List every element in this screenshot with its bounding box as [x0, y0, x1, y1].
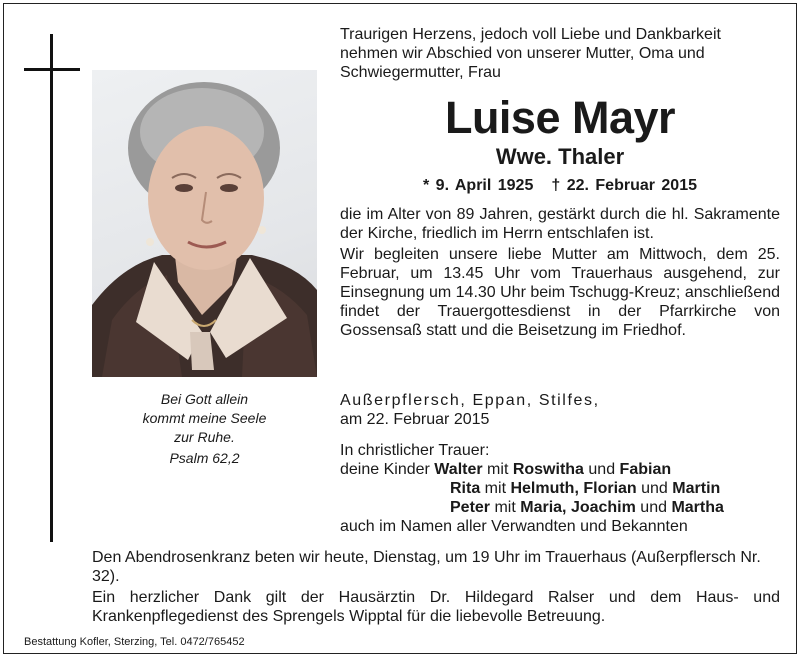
mourner-name: Helmuth, Florian — [510, 480, 637, 497]
towns: Außerpflersch, Eppan, Stilfes, — [340, 392, 600, 409]
cross-icon — [50, 34, 53, 542]
mourner-connector: und — [583, 461, 620, 478]
cross-icon-bar — [24, 68, 80, 71]
mourners-list — [340, 441, 780, 536]
life-dates — [340, 175, 780, 197]
announcement-body — [340, 205, 780, 340]
mourner-connector: und — [635, 499, 672, 516]
mourners-closing: auch im Namen aller Verwandten und Bekannten — [340, 518, 688, 535]
mourner-connector: mit — [490, 499, 521, 516]
mourner-row — [340, 479, 780, 498]
thanks-note: Ein herzlicher Dank gilt der Hausärztin Dr. Hildegard Ralser und dem Haus- und Krankenpflegedienst des Sprengels Wipptal für die liebevolle Betreuung. — [92, 589, 780, 625]
mourner-name: Rita — [450, 480, 481, 497]
widow-note: Wwe. Thaler — [495, 144, 625, 169]
funeral-details: Wir begleiten unsere liebe Mutter am Mittwoch, dem 25. Februar, um 13.45 Uhr vom Trauerhaus ausgehend, zur Einsegnung um 14.30 Uhr beim Tschugg-Kreuz; anschließend findet der Trauergottesdienst in der Pfarrkirche von Gossensaß statt und die Beisetzung im Friedhof. — [340, 246, 780, 339]
mourner-name: Martin — [672, 480, 721, 497]
rosary-note: Den Abendrosenkranz beten wir heute, Dienstag, um 19 Uhr im Trauerhaus (Außerpflersch Nr. 32). — [92, 549, 761, 585]
death-date: † 22. Februar 2015 — [551, 177, 697, 194]
mourner-prefix: deine Kinder — [340, 461, 435, 478]
intro-line: Schwiegermutter, Frau — [340, 64, 501, 81]
quote-source: Psalm 62,2 — [169, 450, 240, 466]
notice-date: am 22. Februar 2015 — [340, 411, 490, 428]
mourners-intro: In christlicher Trauer: — [340, 442, 490, 459]
mourner-name: Maria, Joachim — [520, 499, 636, 516]
portrait-photo — [92, 70, 317, 377]
quote-line: kommt meine Seele — [142, 410, 267, 426]
mourner-name: Roswitha — [512, 461, 584, 478]
deceased-name: Luise Mayr — [444, 92, 676, 143]
mourner-name: Fabian — [619, 461, 672, 478]
place-date — [340, 391, 780, 429]
mourner-connector: mit — [482, 461, 513, 478]
mourner-connector: mit — [480, 480, 511, 497]
mourner-row — [340, 460, 780, 479]
mourner-name: Martha — [671, 499, 724, 516]
intro-text — [340, 25, 780, 82]
intro-line: nehmen wir Abschied von unserer Mutter, Oma und — [340, 45, 705, 62]
quote-line: Bei Gott allein — [160, 391, 249, 407]
obituary-notice — [3, 3, 797, 654]
mourner-name: Walter — [434, 461, 483, 478]
mourner-connector: und — [636, 480, 673, 497]
birth-date: * 9. April 1925 — [423, 177, 534, 194]
quote-line: zur Ruhe. — [174, 429, 235, 445]
intro-line: Traurigen Herzens, jedoch voll Liebe und Dankbarkeit — [340, 26, 721, 43]
funeral-home-footer: Bestattung Kofler, Sterzing, Tel. 0472/765452 — [24, 636, 245, 648]
announcement-paragraph: die im Alter von 89 Jahren, gestärkt durch die hl. Sakramente der Kirche, friedlich im Herrn entschlafen ist. — [340, 206, 780, 242]
mourner-name: Peter — [450, 499, 491, 516]
bible-quote — [92, 390, 317, 468]
mourner-row — [340, 498, 780, 517]
